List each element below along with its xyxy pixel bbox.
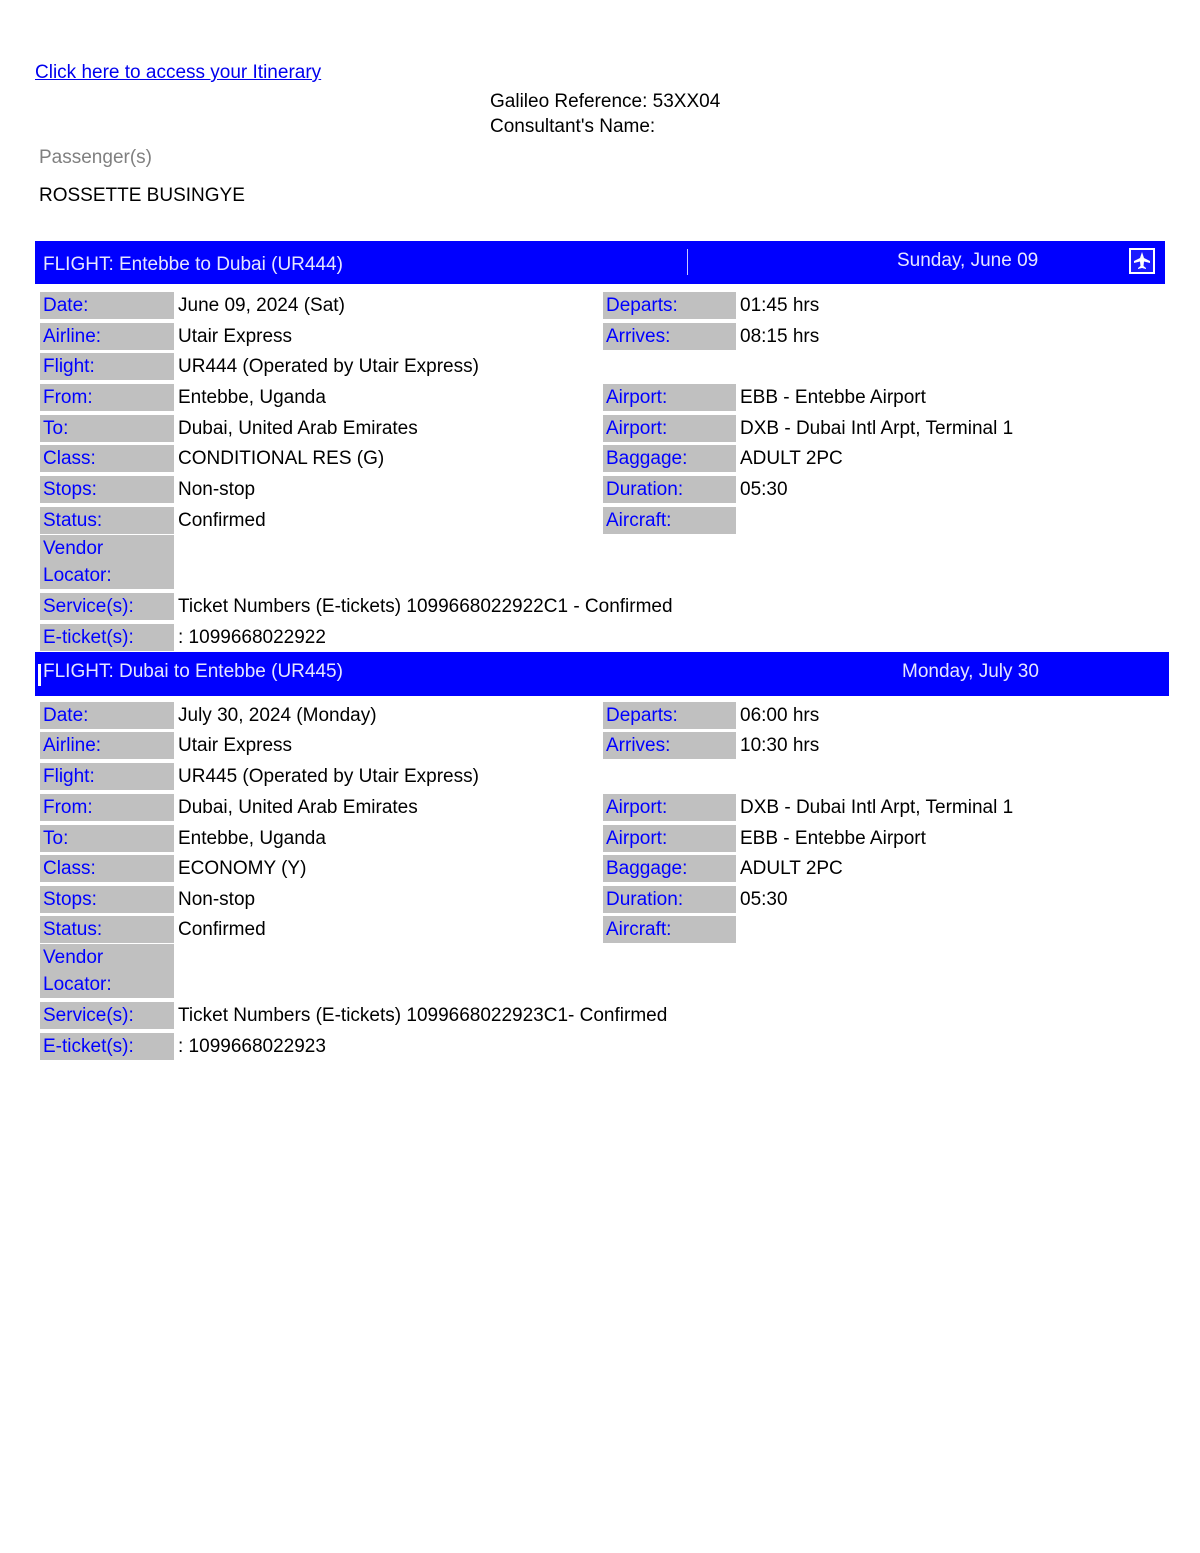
status-value: Confirmed xyxy=(178,510,266,531)
flight-value: UR444 (Operated by Utair Express) xyxy=(178,356,479,377)
flight-label: Flight: xyxy=(40,763,174,790)
departs-value: 01:45 hrs xyxy=(740,295,820,316)
vendor-locator-label xyxy=(40,944,174,998)
services-value: Ticket Numbers (E-tickets) 1099668022922C1 - Confirmed xyxy=(178,596,673,617)
to-value: Dubai, United Arab Emirates xyxy=(178,418,418,439)
departs-label: Departs: xyxy=(603,292,736,319)
baggage-value: ADULT 2PC xyxy=(740,448,843,469)
flight-header xyxy=(35,241,1165,284)
airport-from-value: EBB - Entebbe Airport xyxy=(740,387,926,408)
arrives-value: 10:30 hrs xyxy=(740,735,820,756)
airport-to-label: Airport: xyxy=(603,415,736,442)
consultant-name: Consultant's Name: xyxy=(490,116,656,137)
etickets-label: E-ticket(s): xyxy=(40,1033,174,1060)
to-label: To: xyxy=(40,825,174,852)
status-value: Confirmed xyxy=(178,919,266,940)
class-label: Class: xyxy=(40,445,174,472)
etickets-label: E-ticket(s): xyxy=(40,624,174,651)
passenger-name: ROSSETTE BUSINGYE xyxy=(39,185,245,206)
aircraft-label: Aircraft: xyxy=(603,507,736,534)
stops-label: Stops: xyxy=(40,886,174,913)
date-label: Date: xyxy=(40,292,174,319)
services-label: Service(s): xyxy=(40,593,174,620)
locator-label: Locator: xyxy=(43,565,112,586)
passengers-label: Passenger(s) xyxy=(39,147,152,168)
from-label: From: xyxy=(40,384,174,411)
header-divider xyxy=(687,249,688,275)
status-label: Status: xyxy=(40,916,174,943)
aircraft-label: Aircraft: xyxy=(603,916,736,943)
vendor-label: Vendor xyxy=(43,947,104,968)
arrives-label: Arrives: xyxy=(603,323,736,350)
flight-value: UR445 (Operated by Utair Express) xyxy=(178,766,479,787)
flight-header-title: FLIGHT: Dubai to Entebbe (UR445) xyxy=(43,661,343,682)
flight-header xyxy=(35,652,1169,696)
vendor-locator-label xyxy=(40,535,174,589)
stops-value: Non-stop xyxy=(178,889,256,910)
arrives-label: Arrives: xyxy=(603,732,736,759)
duration-value: 05:30 xyxy=(740,889,788,910)
galileo-reference: Galileo Reference: 53XX04 xyxy=(490,91,721,112)
airline-label: Airline: xyxy=(40,323,174,350)
to-value: Entebbe, Uganda xyxy=(178,828,326,849)
plane-icon xyxy=(1129,248,1155,274)
date-value: June 09, 2024 (Sat) xyxy=(178,295,345,316)
airline-value: Utair Express xyxy=(178,326,293,347)
locator-label: Locator: xyxy=(43,974,112,995)
class-value: ECONOMY (Y) xyxy=(178,858,307,879)
departs-value: 06:00 hrs xyxy=(740,705,820,726)
baggage-value: ADULT 2PC xyxy=(740,858,843,879)
class-label: Class: xyxy=(40,855,174,882)
services-label: Service(s): xyxy=(40,1002,174,1029)
baggage-label: Baggage: xyxy=(603,445,736,472)
flight-header-title: FLIGHT: Entebbe to Dubai (UR444) xyxy=(43,254,343,275)
to-label: To: xyxy=(40,415,174,442)
airline-label: Airline: xyxy=(40,732,174,759)
baggage-label: Baggage: xyxy=(603,855,736,882)
flight-header-date: Sunday, June 09 xyxy=(897,250,1039,271)
from-label: From: xyxy=(40,794,174,821)
stops-label: Stops: xyxy=(40,476,174,503)
itinerary-link[interactable]: Click here to access your Itinerary xyxy=(35,62,322,83)
duration-label: Duration: xyxy=(603,476,736,503)
etickets-value: : 1099668022922 xyxy=(178,627,326,648)
flight-label: Flight: xyxy=(40,353,174,380)
stops-value: Non-stop xyxy=(178,479,256,500)
status-label: Status: xyxy=(40,507,174,534)
departs-label: Departs: xyxy=(603,702,736,729)
arrives-value: 08:15 hrs xyxy=(740,326,820,347)
from-value: Entebbe, Uganda xyxy=(178,387,326,408)
date-value: July 30, 2024 (Monday) xyxy=(178,705,377,726)
date-label: Date: xyxy=(40,702,174,729)
duration-label: Duration: xyxy=(603,886,736,913)
airport-to-value: EBB - Entebbe Airport xyxy=(740,828,926,849)
services-value: Ticket Numbers (E-tickets) 1099668022923C1- Confirmed xyxy=(178,1005,668,1026)
airport-from-label: Airport: xyxy=(603,794,736,821)
etickets-value: : 1099668022923 xyxy=(178,1036,326,1057)
airport-to-label: Airport: xyxy=(603,825,736,852)
duration-value: 05:30 xyxy=(740,479,788,500)
header-divider xyxy=(38,664,41,686)
from-value: Dubai, United Arab Emirates xyxy=(178,797,418,818)
airport-from-label: Airport: xyxy=(603,384,736,411)
airport-to-value: DXB - Dubai Intl Arpt, Terminal 1 xyxy=(740,418,1014,439)
class-value: CONDITIONAL RES (G) xyxy=(178,448,385,469)
flight-header-date: Monday, July 30 xyxy=(902,661,1039,682)
airline-value: Utair Express xyxy=(178,735,293,756)
vendor-label: Vendor xyxy=(43,538,104,559)
airport-from-value: DXB - Dubai Intl Arpt, Terminal 1 xyxy=(740,797,1014,818)
